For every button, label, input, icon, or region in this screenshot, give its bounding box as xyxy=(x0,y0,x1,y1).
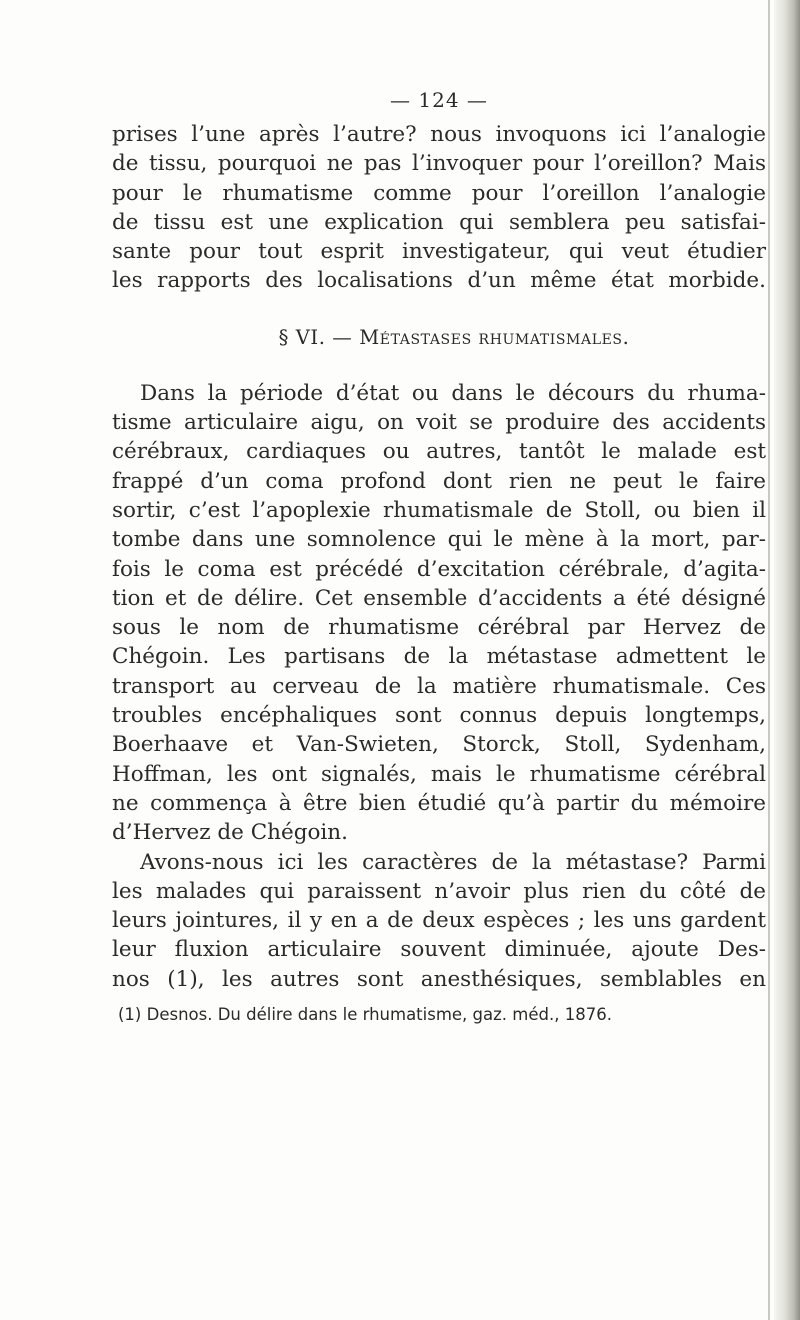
text-line: cérébraux, cardiaques ou autres, tantôt le malade est xyxy=(112,439,766,465)
text-line: tion et de délire. Cet ensemble d’accidents a été désigné xyxy=(112,585,766,611)
paragraph-2 xyxy=(112,379,766,848)
text-line: les rapports des localisations d’un même état morbide. xyxy=(112,268,766,294)
text-line: sous le nom de rhumatisme cérébral par Hervez de xyxy=(112,615,766,641)
text-line: Boerhaave et Van-Swieten, Storck, Stoll, Sydenham, xyxy=(112,732,766,758)
text-line: de tissu, pourquoi ne pas l’invoquer pour l’oreillon? Mais xyxy=(112,151,766,177)
footnote: (1) Desnos. Du délire dans le rhumatisme, gaz. méd., 1876. xyxy=(118,1005,612,1025)
page-edge-shadow xyxy=(774,0,800,1320)
text-line: Chégoin. Les partisans de la métastase admettent le xyxy=(112,644,766,670)
text-line: prises l’une après l’autre? nous invoquons ici l’analogie xyxy=(112,122,766,147)
text-line: ne commença à être bien étudié qu’à partir du mémoire xyxy=(112,790,766,816)
text-line: frappé d’un coma profond dont rien ne peut le faire xyxy=(112,468,766,494)
text-line: troubles encéphaliques sont connus depuis longtemps, xyxy=(112,703,766,729)
section-title: Métastases rhumatismales. xyxy=(359,325,630,349)
section-number: § VI. — xyxy=(278,325,360,349)
text-line: de tissu est une explication qui semblera peu satisfai- xyxy=(112,209,766,235)
text-line: pour le rhumatisme comme pour l’oreillon l’analogie xyxy=(112,180,766,206)
text-line: Dans la période d’état ou dans le décours du rhuma- xyxy=(140,380,766,406)
text-line: transport au cerveau de la matière rhumatismale. Ces xyxy=(112,673,766,699)
text-line: sortir, c’est l’apoplexie rhumatismale de Stoll, ou bien il xyxy=(112,497,766,523)
page-number-header: — 124 — xyxy=(390,88,488,112)
text-line: Hoffman, les ont signalés, mais le rhumatisme cérébral xyxy=(112,761,766,787)
text-line: fois le coma est précédé d’excitation cérébrale, d’agita- xyxy=(112,556,766,582)
text-line: tisme articulaire aigu, on voit se produire des accidents xyxy=(112,410,766,436)
text-line: d’Hervez de Chégoin. xyxy=(112,820,348,846)
text-line: leur fluxion articulaire souvent diminuée, ajoute Des- xyxy=(112,937,766,963)
paragraph-3 xyxy=(112,848,766,994)
text-line: tombe dans une somnolence qui le mène à la mort, par- xyxy=(112,527,766,553)
text-line: leurs jointures, il y en a de deux espèces ; les uns gardent xyxy=(112,908,766,934)
paragraph-1 xyxy=(112,120,766,296)
text-line: sante pour tout esprit investigateur, qui veut étudier xyxy=(112,239,766,265)
section-heading xyxy=(112,326,766,349)
text-line: nos (1), les autres sont anesthésiques, semblables en xyxy=(112,966,766,992)
text-line: les malades qui paraissent n’avoir plus rien du côté de xyxy=(112,878,766,904)
book-page xyxy=(112,80,766,1026)
page-edge-line xyxy=(768,0,770,1320)
text-line: Avons-nous ici les caractères de la métastase? Parmi xyxy=(140,849,766,875)
